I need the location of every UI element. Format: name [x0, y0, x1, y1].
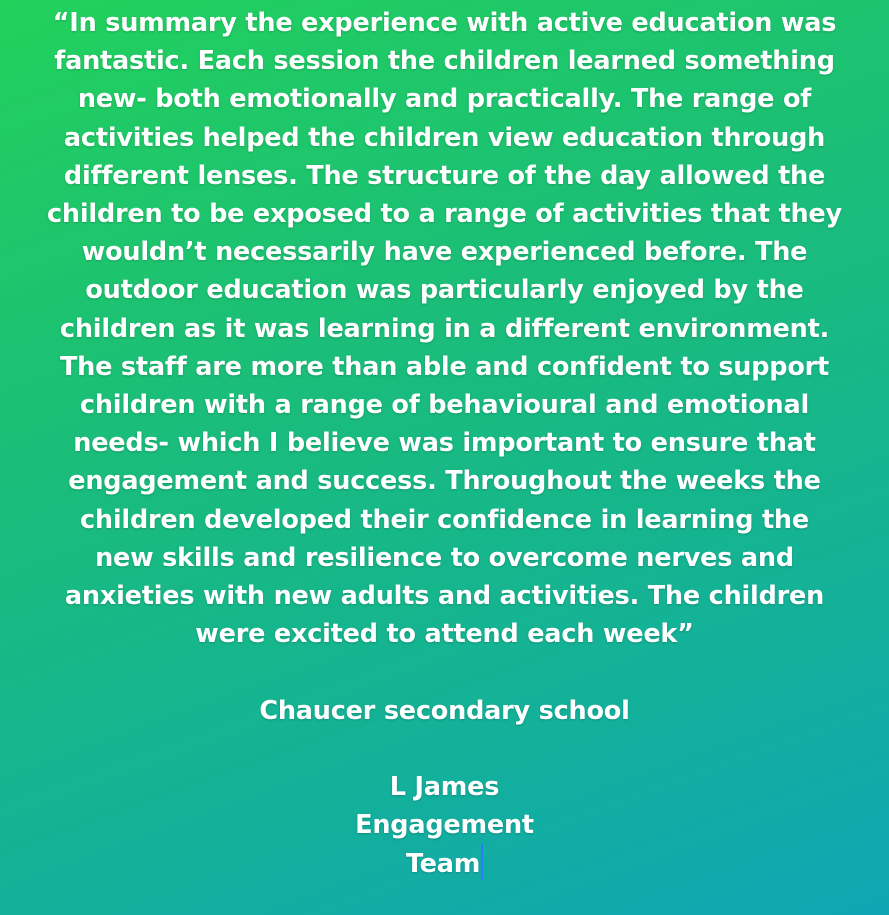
signature-name: L James — [389, 772, 500, 803]
quote-line: new- both emotionally and practically. The range of — [77, 84, 812, 115]
signature-role-line: Engagement — [355, 810, 534, 841]
quote-line: children with a range of behavioural and emotional — [79, 390, 810, 421]
blank-line — [18, 730, 871, 768]
quote-line: “In summary the experience with active education was — [52, 8, 837, 38]
school-name: Chaucer secondary school — [259, 695, 630, 726]
quote-line: were excited to attend each week” — [195, 619, 694, 650]
quote-line: fantastic. Each session the children learned something — [54, 46, 835, 77]
quote-line: outdoor education was particularly enjoyed by the — [85, 275, 804, 306]
quote-line: engagement and success. Throughout the weeks the — [68, 466, 821, 497]
quote-line: children as it was learning in a different environment. — [59, 313, 830, 344]
quote-line: different lenses. The structure of the day allowed the — [63, 160, 826, 191]
quote-line: anxieties with new adults and activities. The children — [64, 581, 825, 612]
blank-line — [18, 653, 871, 691]
quote-line: children to be exposed to a range of activities that they — [47, 199, 842, 230]
quote-line: activities helped the children view education through — [63, 122, 826, 153]
text-cursor — [481, 844, 483, 880]
quote-line: needs- which I believe was important to ensure that — [73, 428, 816, 459]
quote-line: The staff are more than able and confident to support — [59, 351, 830, 382]
note-text[interactable] — [18, 4, 871, 884]
quote-line: children developed their confidence in learning the — [80, 504, 809, 535]
quote-line: wouldn’t necessarily have experienced before. The — [81, 237, 808, 268]
signature-role-text: Team — [405, 849, 481, 880]
signature-role-line-last — [18, 844, 871, 883]
quote-line: new skills and resilience to overcome nerves and — [95, 542, 794, 573]
